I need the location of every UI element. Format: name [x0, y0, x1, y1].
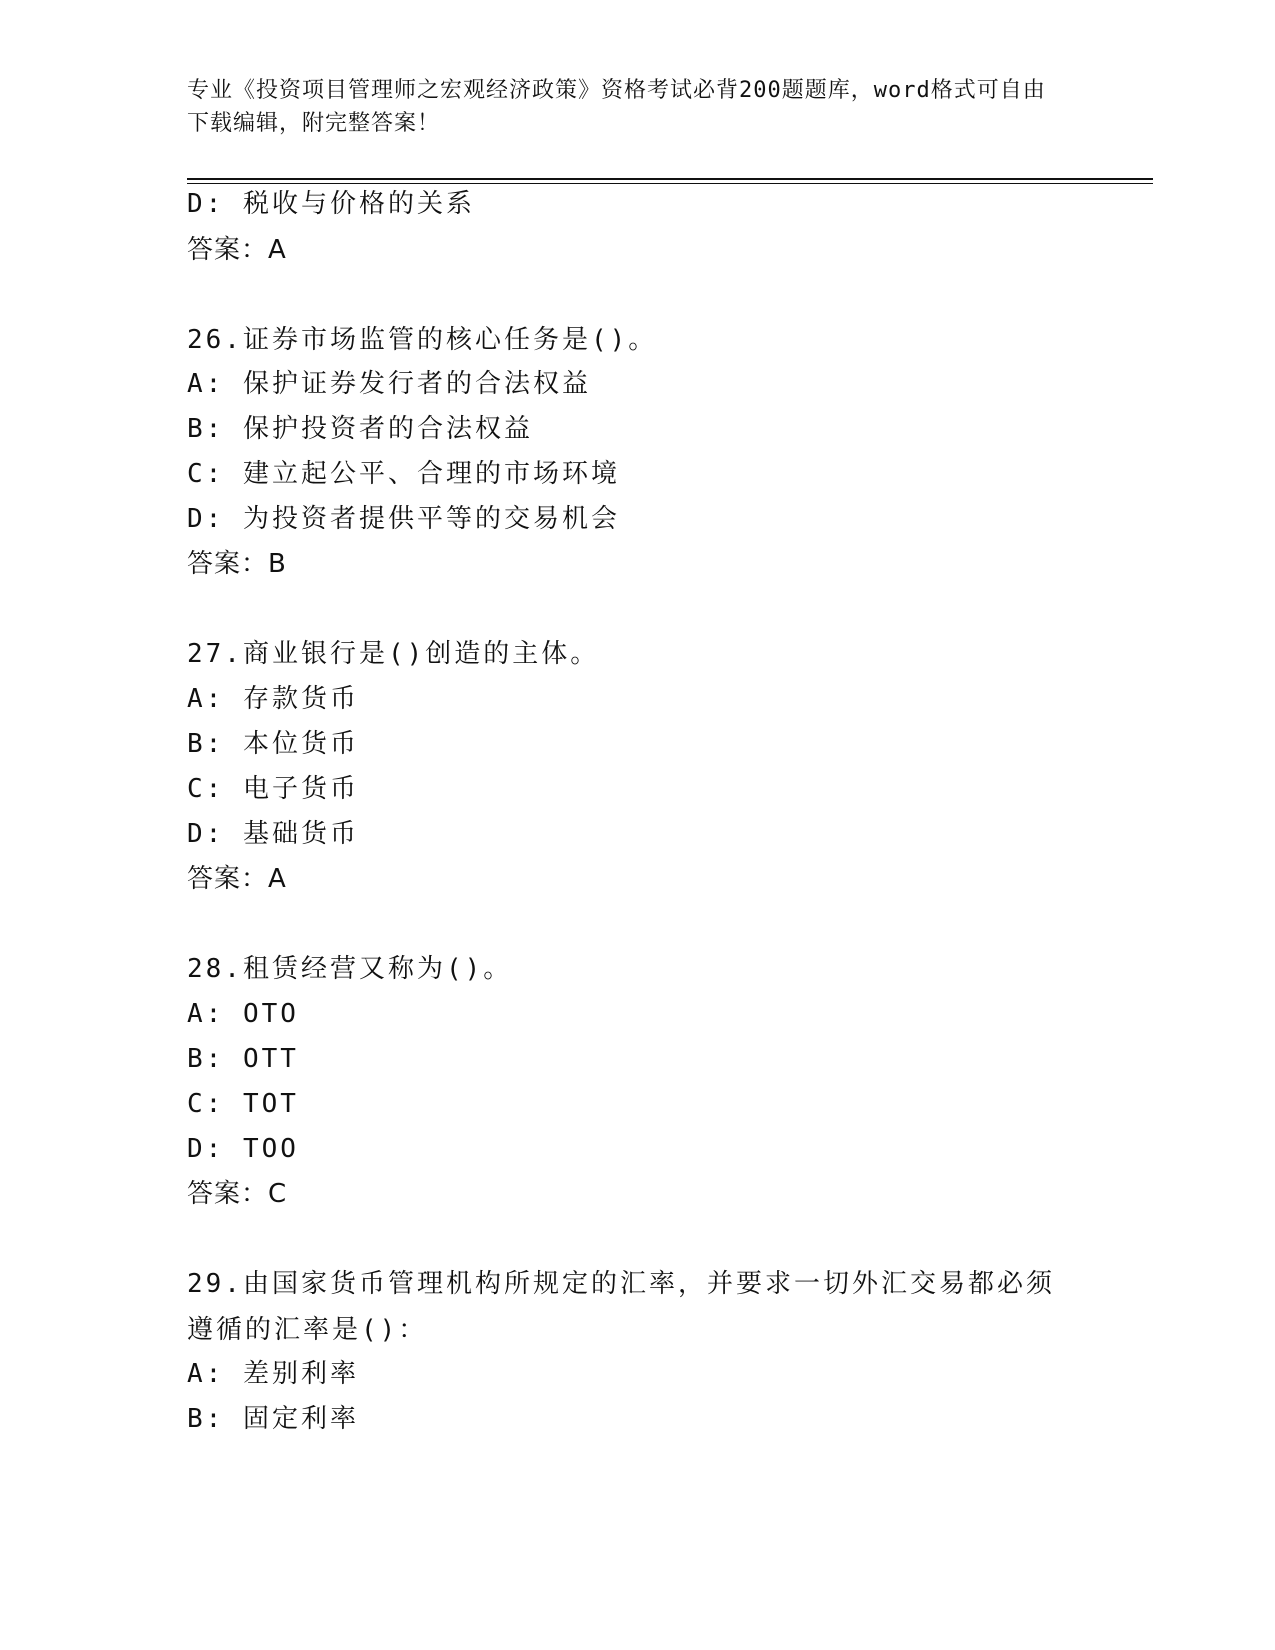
question-28-option-c: C: TOT [187, 1089, 299, 1119]
question-27-option-a: A: 存款货币 [187, 684, 359, 714]
header-divider-thin [187, 183, 1153, 184]
document-header-title: 专业《投资项目管理师之宏观经济政策》资格考试必背200题题库，word格式可自由下载编辑，附完整答案！ [187, 78, 1046, 136]
question-26-option-b: B: 保护投资者的合法权益 [187, 414, 533, 444]
question-28-option-d: D: TOO [187, 1134, 299, 1164]
header-divider-thick [187, 178, 1153, 180]
question-29-stem: 29.由国家货币管理机构所规定的汇率，并要求一切外汇交易都必须遵循的汇率是()： [187, 1269, 1055, 1345]
option-d: D: 税收与价格的关系 [187, 189, 475, 219]
question-27-stem: 27.商业银行是()创造的主体。 [187, 639, 600, 669]
question-26-option-d: D: 为投资者提供平等的交易机会 [187, 504, 620, 534]
answer-line: 答案：A [187, 235, 287, 265]
question-27-option-b: B: 本位货币 [187, 729, 359, 759]
question-28-option-b: B: OTT [187, 1044, 299, 1074]
question-28-option-a: A: OTO [187, 999, 299, 1029]
question-27-option-c: C: 电子货币 [187, 774, 359, 804]
question-27-answer: 答案：A [187, 864, 287, 894]
question-26-option-c: C: 建立起公平、合理的市场环境 [187, 459, 620, 489]
question-28-stem: 28.租赁经营又称为()。 [187, 954, 513, 984]
question-27-option-d: D: 基础货币 [187, 819, 359, 849]
question-29-option-a: A: 差别利率 [187, 1359, 359, 1389]
question-26-answer: 答案：B [187, 549, 287, 579]
question-29-option-b: B: 固定利率 [187, 1404, 359, 1434]
question-26-stem: 26.证券市场监管的核心任务是()。 [187, 325, 658, 355]
question-26-option-a: A: 保护证券发行者的合法权益 [187, 369, 591, 399]
question-28-answer: 答案：C [187, 1179, 288, 1209]
